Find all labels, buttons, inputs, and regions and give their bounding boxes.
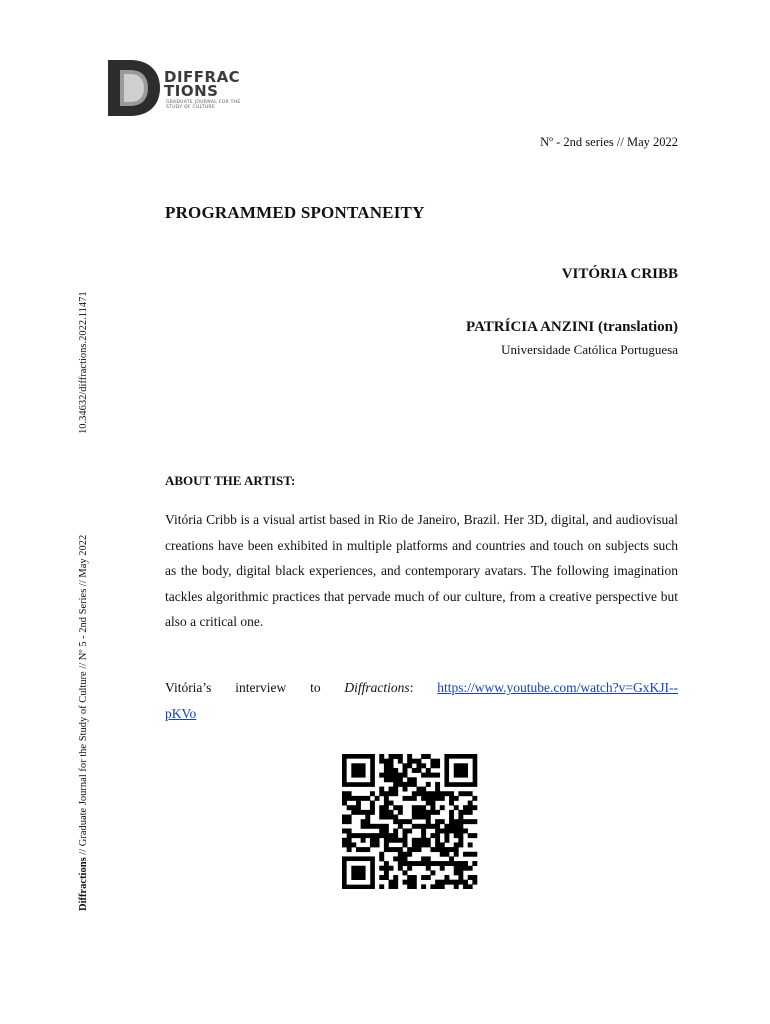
sidebar-journal-citation	[78, 535, 89, 911]
sidebar-journal-name: Diffractions	[78, 857, 89, 911]
interview-paragraph	[165, 675, 678, 727]
logo-text-line2: TIONS	[164, 82, 219, 100]
interview-word: to	[310, 680, 321, 695]
interview-colon: :	[409, 680, 414, 695]
interview-link-continued[interactable]: pKVo	[165, 706, 197, 721]
interview-link[interactable]: https://www.youtube.com/watch?v=GxKJI--	[437, 680, 678, 695]
interview-word: interview	[235, 680, 287, 695]
sidebar-journal-details: // Graduate Journal for the Study of Culture // Nº 5 - 2nd Series // May 2022	[78, 534, 89, 858]
article-translator: PATRÍCIA ANZINI (translation)	[466, 319, 678, 335]
sidebar-doi: 10.34632/diffractions.2022.11471	[78, 291, 89, 434]
about-heading: ABOUT THE ARTIST:	[165, 473, 296, 488]
article-author: VITÓRIA CRIBB	[561, 266, 678, 282]
article-title: PROGRAMMED SPONTANEITY	[165, 203, 425, 222]
translator-affiliation: Universidade Católica Portuguesa	[501, 342, 678, 357]
interview-word: Vitória’s	[165, 680, 212, 695]
logo-subtitle: GRADUATE JOURNAL FOR THE STUDY OF CULTURE	[166, 100, 241, 110]
about-paragraph: Vitória Cribb is a visual artist based in Rio de Janeiro, Brazil. Her 3D, digital, and audiovisual creations have been exhibited in multiple platforms and countries and touch on subjects such as the body, digital black experiences, and contemporary avatars. The following imagination tackles algorithmic practices that pervade much of our culture, from a creative perspective but also a critical one.	[165, 512, 678, 629]
issue-info: Nº - 2nd series // May 2022	[540, 135, 678, 149]
logo-text-line1: DIFFRAC	[164, 68, 241, 86]
qr-code	[340, 754, 480, 889]
journal-logo	[108, 58, 248, 118]
logo-d-mark	[108, 58, 164, 118]
interview-journal-name: Diffractions	[344, 680, 410, 695]
